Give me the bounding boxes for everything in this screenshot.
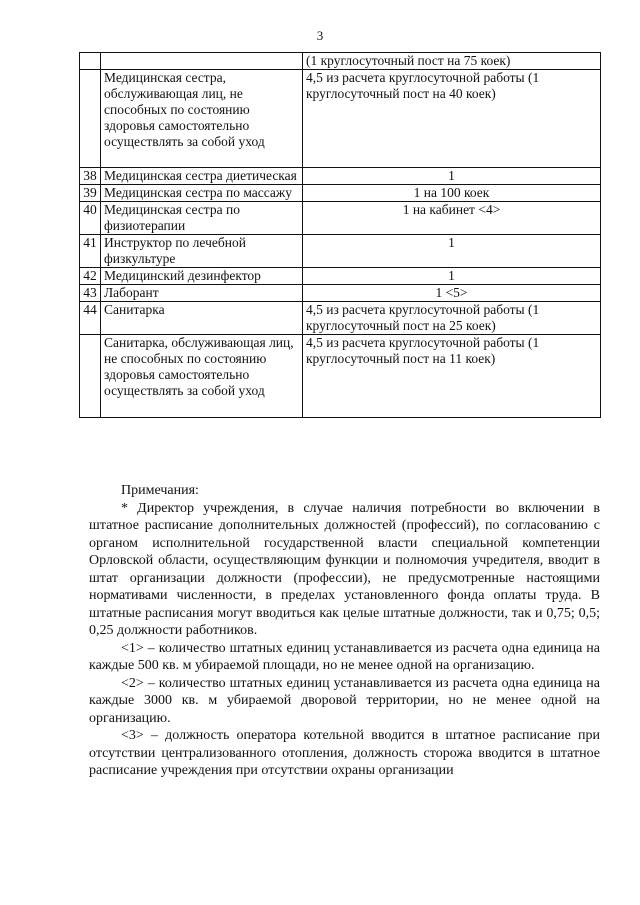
staffing-table xyxy=(79,52,601,418)
table-row xyxy=(80,168,601,185)
norm-cell: 1 xyxy=(303,235,601,268)
position-cell: Инструктор по лечебной физкультуре xyxy=(101,235,303,268)
table-row xyxy=(80,268,601,285)
position-cell: Санитарка xyxy=(101,302,303,335)
position-cell: Медицинская сестра, обслуживающая лиц, не способных по состоянию здоровья самостоятельно осуществлять за собой уход xyxy=(101,70,303,168)
table-row xyxy=(80,53,601,70)
table-row xyxy=(80,202,601,235)
norm-cell: 1 xyxy=(303,268,601,285)
norm-cell: 1 xyxy=(303,168,601,185)
norm-cell: 4,5 из расчета круглосуточной работы (1 круглосуточный пост на 40 коек) xyxy=(303,70,601,168)
row-number: 42 xyxy=(80,268,101,285)
norm-cell: (1 круглосуточный пост на 75 коек) xyxy=(303,53,601,70)
note-3: <3> – должность оператора котельной вводится в штатное расписание при отсутствии централизованного отопления, должность сторожа вводится в штатное расписание учреждения при отсутствии охраны организации xyxy=(89,728,600,778)
norm-cell: 4,5 из расчета круглосуточной работы (1 круглосуточный пост на 11 коек) xyxy=(303,335,601,418)
norm-cell: 1 <5> xyxy=(303,285,601,302)
position-cell: Лаборант xyxy=(101,285,303,302)
row-number xyxy=(80,53,101,70)
position-cell: Медицинский дезинфектор xyxy=(101,268,303,285)
note-2: <2> – количество штатных единиц устанавливается из расчета одна единица на каждые 3000 кв. м убираемой дворовой территории, но не менее одной на организацию. xyxy=(89,675,600,726)
position-cell: Медицинская сестра по физиотерапии xyxy=(101,202,303,235)
norm-cell: 4,5 из расчета круглосуточной работы (1 круглосуточный пост на 25 коек) xyxy=(303,302,601,335)
row-number: 43 xyxy=(80,285,101,302)
row-number: 39 xyxy=(80,185,101,202)
norm-cell: 1 на кабинет <4> xyxy=(303,202,601,235)
row-number: 41 xyxy=(80,235,101,268)
table-row xyxy=(80,285,601,302)
position-cell: Медицинская сестра диетическая xyxy=(101,168,303,185)
norm-cell: 1 на 100 коек xyxy=(303,185,601,202)
row-number: 38 xyxy=(80,168,101,185)
note-star: * Директор учреждения, в случае наличия потребности во включении в штатное расписание дополнительных должностей (профессий), по согласованию с органом исполнительной государственной власти специальной компетенции Орловской области, осуществляющим функции и полномочия учредителя, вводит в штат организации должности (профессии), не предусмотренные настоящими нормативами численности, в пределах установленного фонда оплаты труда. В штатные расписания могут вводиться как целые штатные должности, так и 0,75; 0,5; 0,25 должности работников. xyxy=(89,500,600,638)
position-cell: Медицинская сестра по массажу xyxy=(101,185,303,202)
note-1: <1> – количество штатных единиц устанавливается из расчета одна единица на каждые 500 кв. м убираемой площади, но не менее одной на организацию. xyxy=(89,640,600,673)
table-row xyxy=(80,302,601,335)
notes-title: Примечания: xyxy=(121,483,199,498)
table-row xyxy=(80,335,601,418)
position-cell xyxy=(101,53,303,70)
table-row xyxy=(80,235,601,268)
page-number: 3 xyxy=(316,28,324,43)
table-row xyxy=(80,70,601,168)
row-number: 44 xyxy=(80,302,101,335)
position-cell: Санитарка, обслуживающая лиц, не способных по состоянию здоровья самостоятельно осуществлять за собой уход xyxy=(101,335,303,418)
row-number xyxy=(80,335,101,418)
row-number: 40 xyxy=(80,202,101,235)
row-number xyxy=(80,70,101,168)
notes-section xyxy=(89,482,600,780)
table-row xyxy=(80,185,601,202)
